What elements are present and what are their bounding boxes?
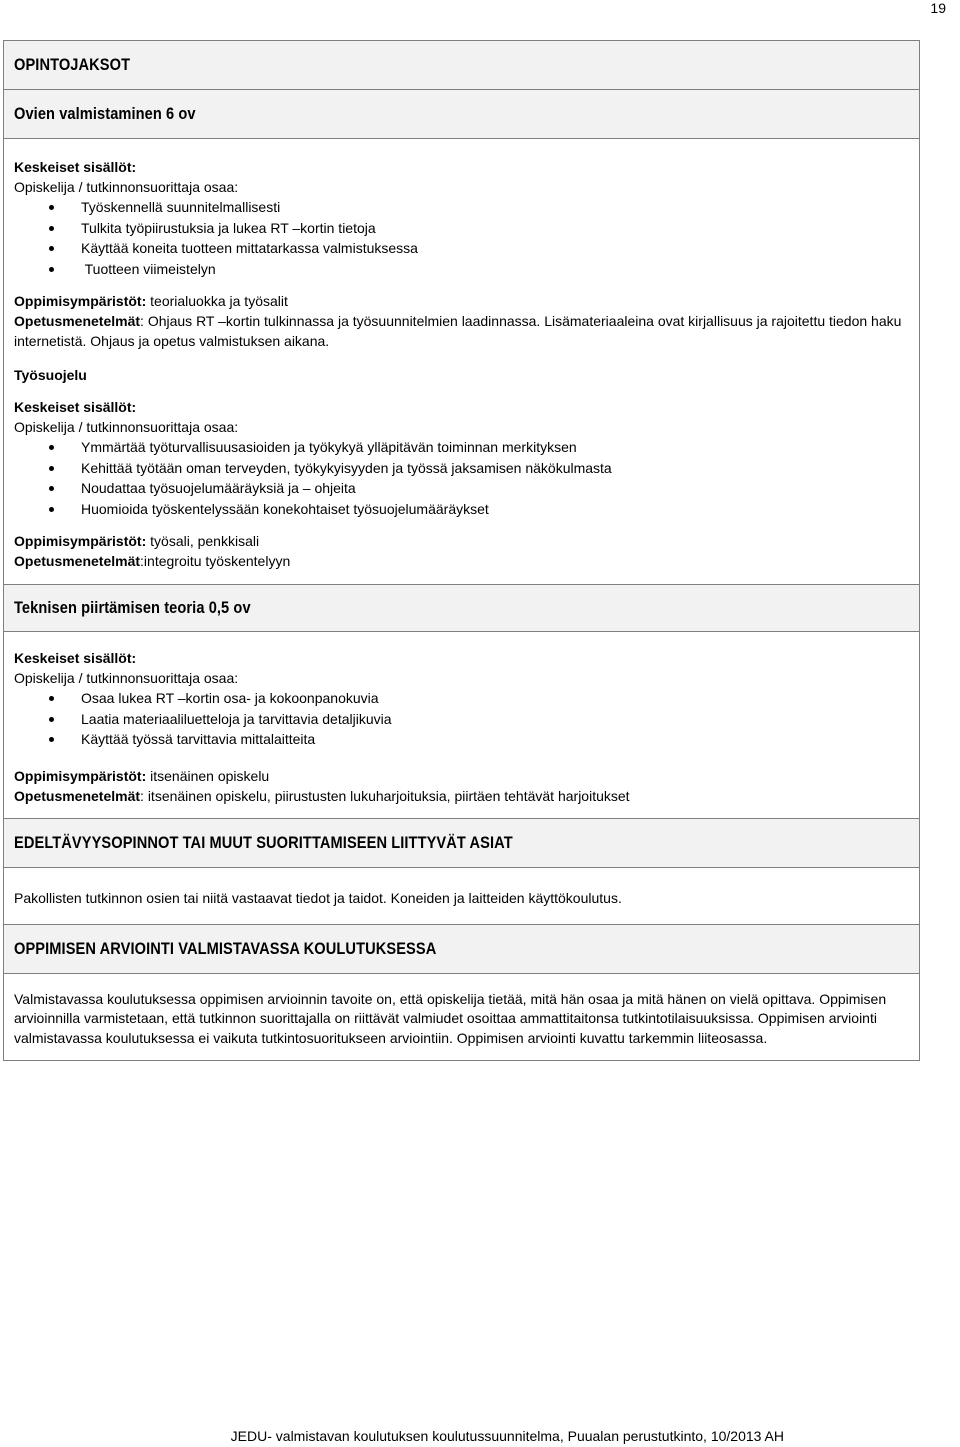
section1-env-value: teorialuokka ja työsalit <box>146 293 288 309</box>
list-item: Laatia materiaaliluetteloja ja tarvittavia detaljikuvia <box>14 709 909 730</box>
section2-methods-label: Opetusmenetelmät <box>14 553 141 569</box>
page-footer: JEDU- valmistavan koulutuksen koulutussuunnitelma, Puualan perustutkinto, 10/2013 AH <box>230 1428 784 1444</box>
section2-environment <box>14 531 909 551</box>
list-item: Huomioida työskentelyssään konekohtaiset työsuojelumääräykset <box>14 499 909 520</box>
section3-key-label: Keskeiset sisällöt: <box>14 650 137 666</box>
section3-title-band <box>4 584 919 632</box>
list-item: Tuotteen viimeistelyn <box>14 259 909 280</box>
section1-methods-value: : Ohjaus RT –kortin tulkinnassa ja työsuunnitelmien laadinnassa. Lisämateriaaleina ovat kirjallisuus ja rajoitettu tiedon haku internetistä. Ohjaus ja opetus valmistuksen aikana. <box>14 313 902 349</box>
list-item: Käyttää koneita tuotteen mittatarkassa valmistuksessa <box>14 238 909 259</box>
section1-intro: Opiskelija / tutkinnonsuorittaja osaa: <box>14 179 239 195</box>
section3-methods <box>14 786 909 806</box>
section5-text: Valmistavassa koulutuksessa oppimisen arvioinnin tavoite on, että opiskelija tietää, mitä hän osaa ja mitä hänen on vielä opittava. Oppimisen arvioinnilla varmistetaan, että tutkinnon suorittajalla on riittävät valmiudet osoittaa ammattitaitonsa tutkintotilaisuuksissa. Oppimisen arviointi valmistavassa koulutuksessa ei vaikuta tutkintosuoritukseen arviointiin. Oppimisen arviointi kuvattu tarkemmin liiteosassa. <box>14 990 887 1046</box>
section2-intro: Opiskelija / tutkinnonsuorittaja osaa: <box>14 419 239 435</box>
list-item: Osaa lukea RT –kortin osa- ja kokoonpanokuvia <box>14 688 909 709</box>
section1-key-label: Keskeiset sisällöt: <box>14 159 137 175</box>
section3-bullet-list <box>14 688 909 750</box>
section2-env-value: työsali, penkkisali <box>146 533 260 549</box>
section1-methods-label: Opetusmenetelmät <box>14 313 141 329</box>
section5-body <box>4 974 919 1061</box>
section2-methods <box>14 551 909 571</box>
section1-title: Ovien valmistaminen 6 ov <box>14 104 196 123</box>
header-band-title: OPINTOJAKSOT <box>14 55 131 74</box>
section4-body <box>4 868 919 924</box>
section1-title-band <box>4 90 919 139</box>
header-band <box>4 41 919 90</box>
section4-title: EDELTÄVYYSOPINNOT TAI MUUT SUORITTAMISEEN LIITTYVÄT ASIAT <box>14 832 513 852</box>
section1-body <box>4 139 919 584</box>
document-frame <box>3 40 920 1061</box>
list-item: Työskennellä suunnitelmallisesti <box>14 197 909 218</box>
section4-title-band <box>4 818 919 868</box>
section3-title: Teknisen piirtämisen teoria 0,5 ov <box>14 598 251 617</box>
list-item: Tulkita työpiirustuksia ja lukea RT –kortin tietoja <box>14 218 909 239</box>
section3-env-label: Oppimisympäristöt: <box>14 767 147 784</box>
section2-env-label: Oppimisympäristöt: <box>14 533 147 549</box>
list-item: Käyttää työssä tarvittavia mittalaitteita <box>14 729 909 750</box>
section1-bullet-list <box>14 197 909 279</box>
section2-bullet-list <box>14 437 909 519</box>
list-item: Ymmärtää työturvallisuusasioiden ja työkykyä ylläpitävän toiminnan merkityksen <box>14 437 909 458</box>
section3-methods-label: Opetusmenetelmät <box>14 787 141 804</box>
section1-environment <box>14 291 909 311</box>
section2-title: Työsuojelu <box>14 367 87 383</box>
section5-title: OPPIMISEN ARVIOINTI VALMISTAVASSA KOULUTUKSESSA <box>14 938 437 958</box>
section4-text: Pakollisten tutkinnon osien tai niitä vastaavat tiedot ja taidot. Koneiden ja laitteiden käyttökoulutus. <box>14 889 622 906</box>
page-number: 19 <box>930 0 946 16</box>
section1-methods <box>14 311 909 351</box>
section3-methods-value: : itsenäinen opiskelu, piirustusten lukuharjoituksia, piirtäen tehtävät harjoitukset <box>140 787 630 804</box>
section3-environment <box>14 766 909 786</box>
section2-methods-value: :integroitu työskentelyyn <box>140 553 291 569</box>
section3-body <box>4 632 919 818</box>
list-item: Noudattaa työsuojelumääräyksiä ja – ohjeita <box>14 478 909 499</box>
section5-title-band <box>4 924 919 974</box>
section1-env-label: Oppimisympäristöt: <box>14 293 147 309</box>
section3-env-value: itsenäinen opiskelu <box>146 767 270 784</box>
section3-intro: Opiskelija / tutkinnonsuorittaja osaa: <box>14 670 239 686</box>
list-item: Kehittää työtään oman terveyden, työkykyisyyden ja työssä jaksamisen näkökulmasta <box>14 458 909 479</box>
section2-key-label: Keskeiset sisällöt: <box>14 399 137 415</box>
